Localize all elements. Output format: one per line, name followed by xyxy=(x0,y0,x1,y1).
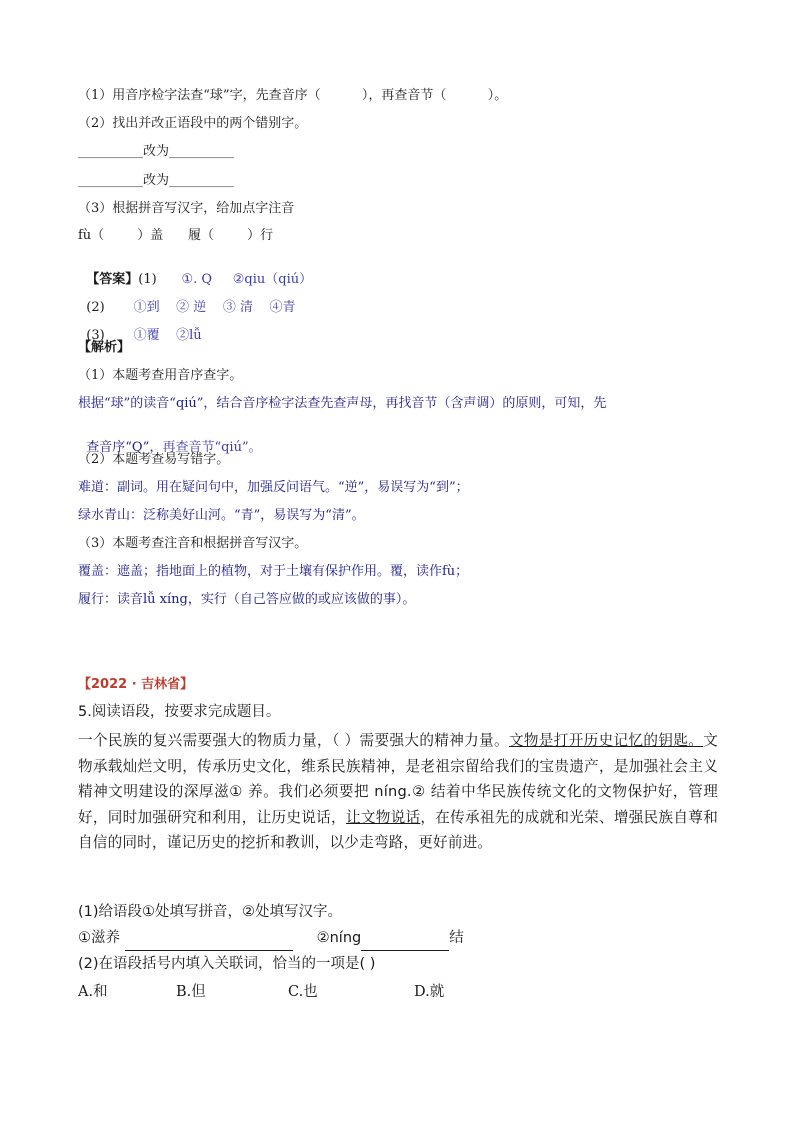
passage-part-c: ，在传承祖先的成就和光荣、增强民族自尊和自信的同时，谨记历史的挖折和教训，以少走弯路，更好前进。 xyxy=(78,808,718,851)
sub-question-2: (2)在语段括号内填入关联词，恰当的一项是( ) xyxy=(78,956,376,972)
answer-num-3: (3) xyxy=(86,328,105,343)
correction-blank-2: __________改为__________ xyxy=(78,173,235,188)
option-b[interactable]: B.但 xyxy=(176,984,206,1000)
question-2: （2）找出并改正语段中的两个错别字。 xyxy=(78,116,308,131)
question-1: （1）用音序检字法查“球”字，先查音序（ ），再查音节（ ）。 xyxy=(78,88,508,103)
fill-blank-2[interactable] xyxy=(361,936,449,951)
answer-num-2: (2) xyxy=(86,300,105,315)
fill-item-2: ②níng xyxy=(316,930,362,946)
question-3: （3）根据拼音写汉字，给加点字注音 xyxy=(78,201,295,216)
analysis-p5: 绿水青山：泛称美好山河。“青”，易误写为“清”。 xyxy=(78,508,365,523)
analysis-p8: 履行：读音lǚ xíng，实行（自己答应做的或应该做的事）。 xyxy=(78,592,416,607)
pinyin-fill-line: fù（ ）盖 履（ ）行 xyxy=(78,228,274,243)
analysis-p2a: 根据“球”的读音“qiú”，结合音序检字法查先查声母，再找音节（含声调）的原则，可知，先 xyxy=(78,396,607,411)
option-a[interactable]: A.和 xyxy=(78,984,108,1000)
reading-passage xyxy=(78,728,718,856)
options-row xyxy=(78,980,718,1005)
passage-part-a: 一个民族的复兴需要强大的物质力量，（ ）需要强大的精神力量。 xyxy=(78,732,509,749)
fill-line xyxy=(78,926,718,951)
answer-num-1: (1) xyxy=(138,272,157,287)
analysis-p6: （3）本题考查注音和根据拼音写汉字。 xyxy=(78,536,308,551)
analysis-p1: （1）本题考查用音序查字。 xyxy=(78,368,243,383)
passage-part-b: 文物承载灿烂文明，传承历史文化，维系民族精神，是老祖宗留给我们的宝贵遗产，是加强社会主义精神文明建设的深厚滋① 养。我们必须要把 níng.② 结着中华民族传统文化的文物保护好，管理好，同时加强研究和利用，让历史说话， xyxy=(78,732,718,826)
question-5-title: 5.阅读语段，按要求完成题目。 xyxy=(78,704,281,720)
option-d[interactable]: D.就 xyxy=(414,984,445,1000)
sub-question-1: (1)给语段①处填写拼音，②处填写汉字。 xyxy=(78,904,343,920)
analysis-label: 【解析】 xyxy=(78,340,131,355)
correction-blank-1: __________改为__________ xyxy=(78,144,235,159)
fill-item-1: ①滋养 xyxy=(78,930,120,946)
analysis-p2b-blue: 再查音节“qiú”。 xyxy=(162,440,262,455)
passage-underline-1: 文物是打开历史记忆的钥匙。 xyxy=(508,732,704,749)
answer-content-1: ①. Q ②qiu（qiú） xyxy=(181,272,313,287)
fill-blank-1[interactable] xyxy=(125,936,293,951)
answer-content-2: ①到 ② 逆 ③ 清 ④青 xyxy=(133,300,296,315)
analysis-p2b-plain: 查音序“Q”， xyxy=(86,440,163,455)
analysis-p7: 覆盖：遮盖；指地面上的植物，对于土壤有保护作用。覆，读作fù； xyxy=(78,564,469,579)
answer-label: 【答案】 xyxy=(86,272,139,287)
option-c[interactable]: C.也 xyxy=(288,984,318,1000)
analysis-p4: 难道：副词。用在疑问句中，加强反问语气。“逆”，易误写为“到”； xyxy=(78,480,469,495)
analysis-p3: （2）本题考查易写错字。 xyxy=(78,452,230,467)
passage-underline-2: 让文物说话 xyxy=(345,808,421,826)
answer-content-3: ①覆 ②lǚ xyxy=(133,328,202,343)
source-tag: 【2022 · 吉林省】 xyxy=(78,677,194,692)
fill-item-2-suffix: 结 xyxy=(449,930,464,946)
